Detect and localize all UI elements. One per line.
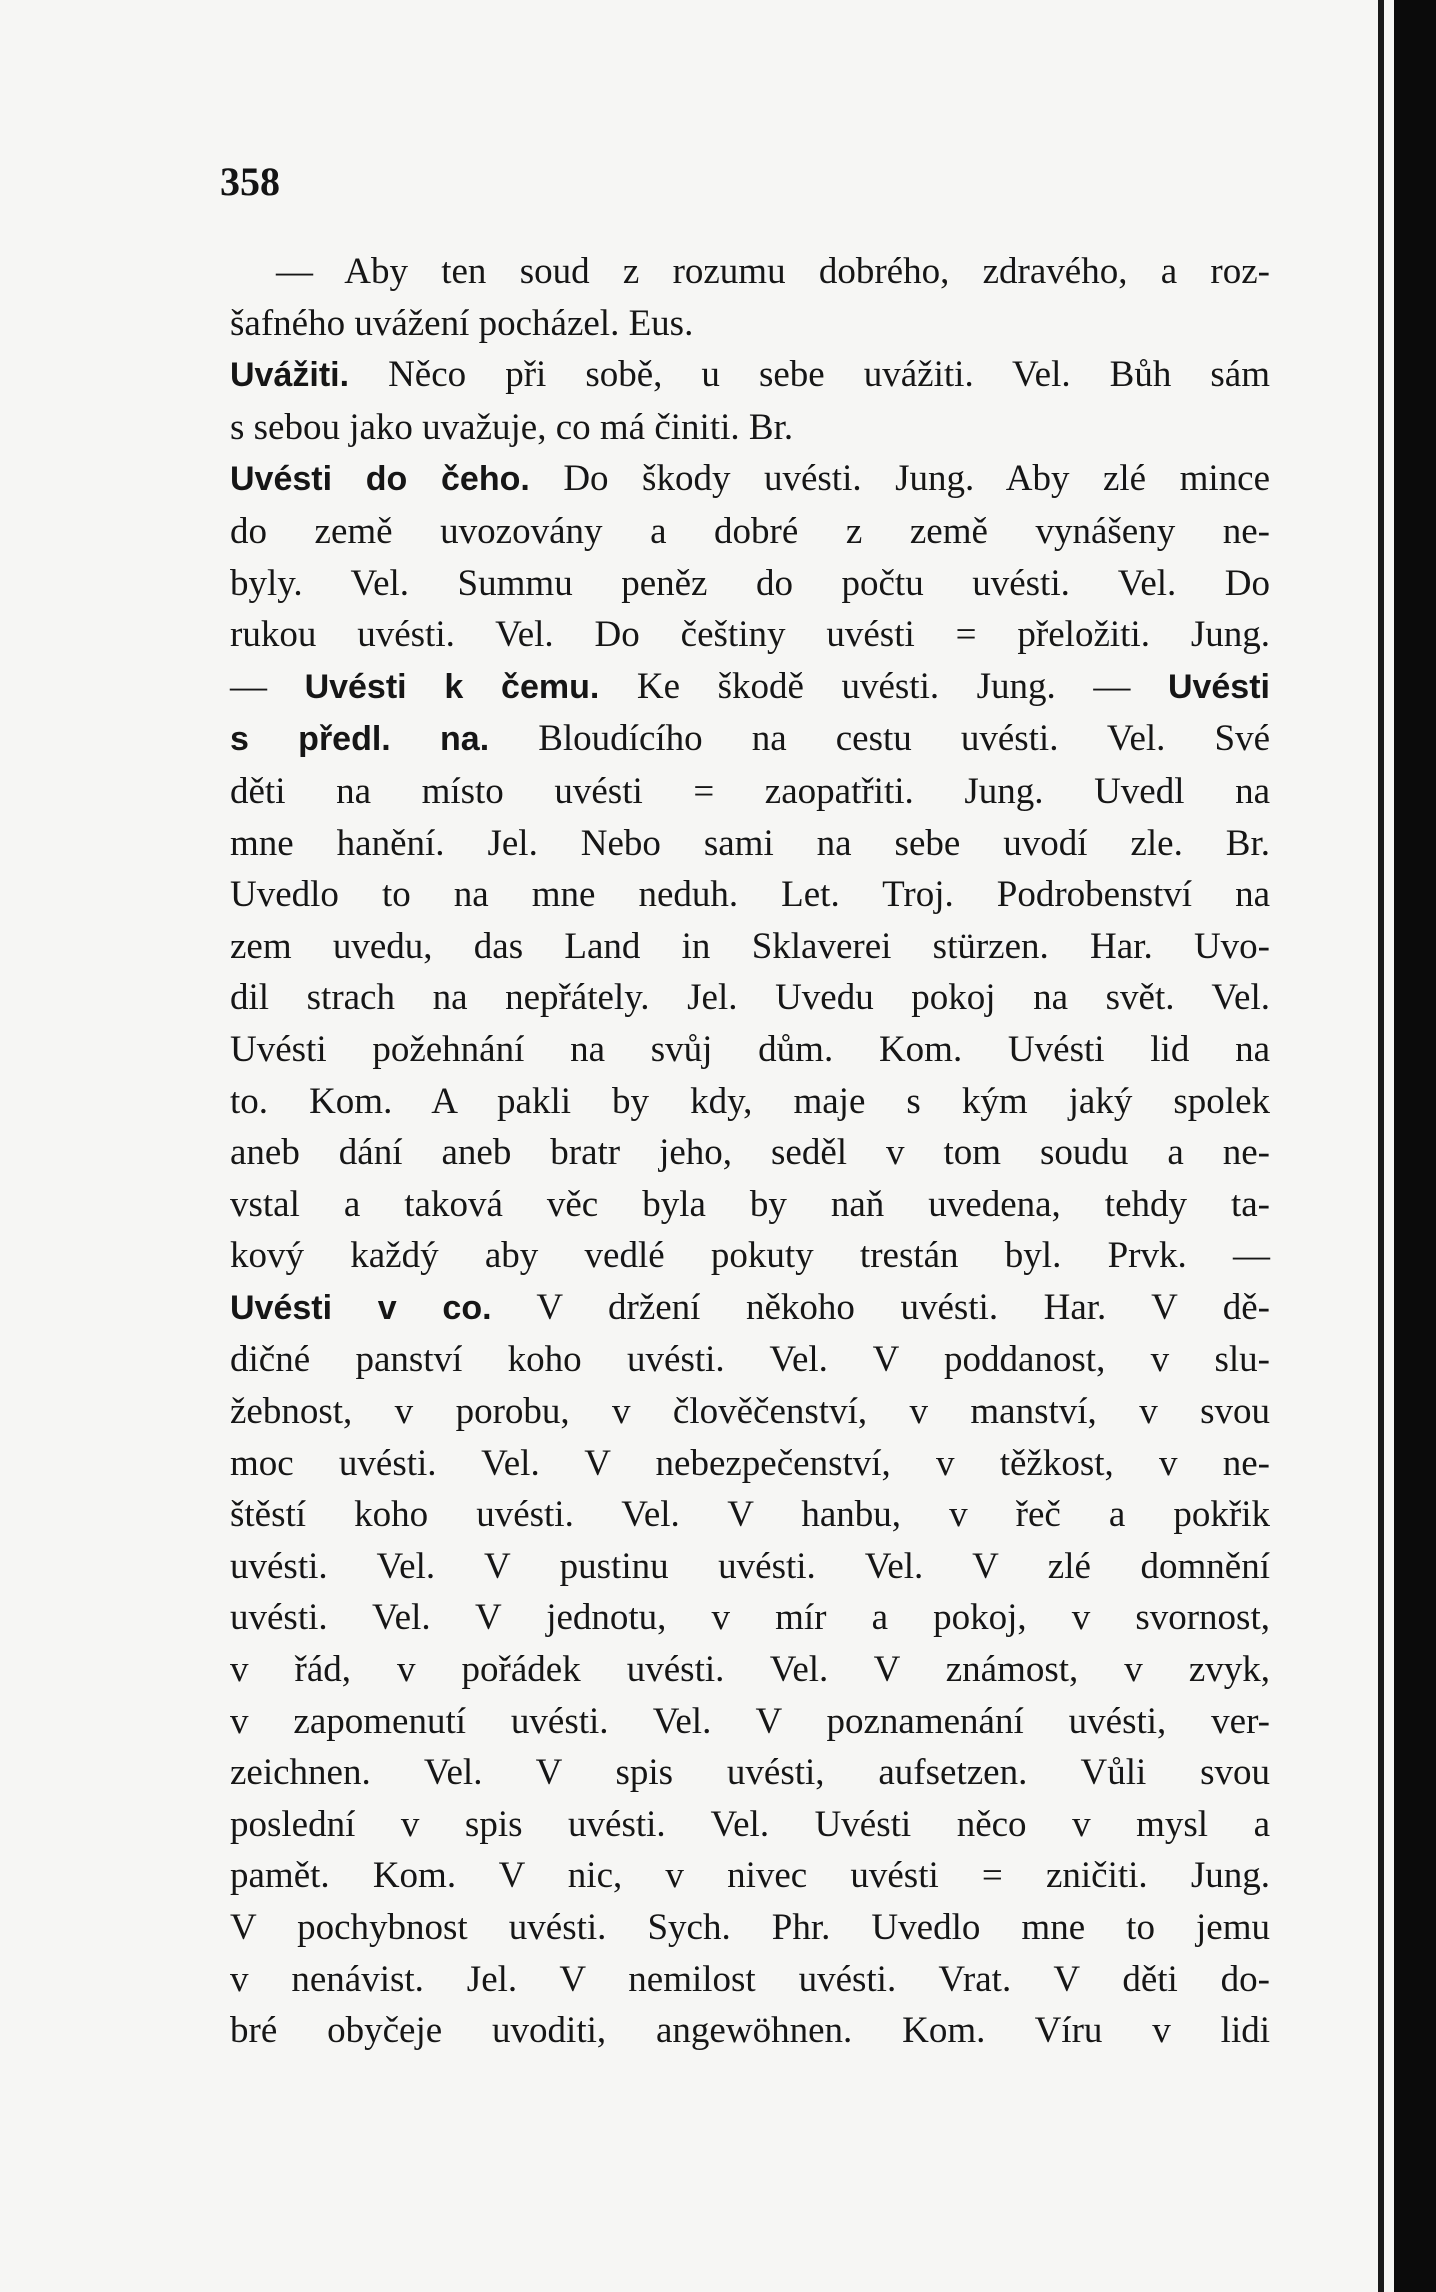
text-line	[230, 921, 1270, 973]
text-segment: mne hanění. Jel. Nebo sami na sebe uvodí zle. Br.	[230, 822, 1270, 864]
text-segment: uvésti. Vel. V pustinu uvésti. Vel. V zlé domnění	[230, 1545, 1270, 1587]
text-line	[230, 1489, 1270, 1541]
text-line	[230, 1127, 1270, 1179]
text-segment: s sebou jako uvažuje, co má činiti. Br.	[230, 406, 794, 448]
text-line	[230, 869, 1270, 921]
text-segment: dil strach na nepřátely. Jel. Uvedu pokoj na svět. Vel.	[230, 977, 1270, 1019]
text-segment: děti na místo uvésti = zaopatřiti. Jung. Uvedl na	[230, 770, 1270, 812]
text-line	[230, 1696, 1270, 1748]
text-segment: Do škody uvésti. Jung. Aby zlé mince	[529, 458, 1271, 500]
headword: s předl. na.	[230, 720, 490, 759]
text-line	[230, 1592, 1270, 1644]
text-segment: —	[230, 665, 305, 707]
headword: Uvésti do čeho.	[230, 460, 530, 499]
text-line	[230, 661, 1270, 714]
text-line	[230, 558, 1270, 610]
text-line	[230, 506, 1270, 558]
text-segment: Bloudícího na cestu uvésti. Vel. Své	[489, 718, 1270, 760]
text-segment: šafného uvážení pocházel. Eus.	[230, 302, 694, 344]
text-line	[230, 609, 1270, 661]
text-line	[230, 1438, 1270, 1490]
text-line	[230, 453, 1270, 506]
text-segment: V držení někoho uvésti. Har. V dě-	[491, 1286, 1270, 1328]
text-segment: v nenávist. Jel. V nemilost uvésti. Vrat. V děti do-	[230, 1958, 1270, 2000]
text-segment: rukou uvésti. Vel. Do češtiny uvésti = přeložiti. Jung.	[230, 614, 1270, 656]
text-line	[230, 766, 1270, 818]
page-number: 358	[220, 159, 280, 204]
headword: Uvésti k čemu.	[304, 667, 600, 706]
dictionary-entry-text	[230, 246, 1270, 2057]
text-segment: zem uvedu, das Land in Sklaverei stürzen. Har. Uvo-	[230, 925, 1270, 967]
text-segment: vstal a taková věc byla by naň uvedena, tehdy ta-	[230, 1183, 1270, 1225]
text-segment: bré obyčeje uvoditi, angewöhnen. Kom. Víru v lidi	[230, 2010, 1270, 2052]
text-segment: uvésti. Vel. V jednotu, v mír a pokoj, v svornost,	[230, 1597, 1270, 1639]
text-line	[230, 713, 1270, 766]
text-line	[230, 1386, 1270, 1438]
text-line	[230, 1644, 1270, 1696]
text-line	[230, 1747, 1270, 1799]
text-segment: v zapomenutí uvésti. Vel. V poznamenání uvésti, ver-	[230, 1700, 1270, 1742]
text-segment: do země uvozovány a dobré z země vynášeny ne-	[230, 510, 1270, 552]
text-line	[230, 1850, 1270, 1902]
headword: Uvésti	[1167, 667, 1270, 706]
headword: Uvážiti.	[230, 356, 350, 395]
scan-border	[1394, 0, 1436, 2292]
text-line	[230, 2005, 1270, 2057]
text-segment: byly. Vel. Summu peněz do počtu uvésti. Vel. Do	[230, 562, 1270, 604]
text-line	[230, 1334, 1270, 1386]
text-line	[230, 246, 1270, 298]
text-segment: zeichnen. Vel. V spis uvésti, aufsetzen. Vůli svou	[230, 1752, 1270, 1794]
text-line	[230, 1024, 1270, 1076]
text-line	[230, 1179, 1270, 1231]
text-segment: moc uvésti. Vel. V nebezpečenství, v těžkost, v ne-	[230, 1442, 1270, 1484]
text-segment: — Aby ten soud z rozumu dobrého, zdravého, a roz-	[276, 251, 1270, 292]
text-line	[230, 349, 1270, 402]
text-line	[230, 1799, 1270, 1851]
text-segment: žebnost, v porobu, v člověčenství, v manství, v svou	[230, 1391, 1270, 1433]
text-line	[230, 298, 1270, 350]
text-line	[230, 818, 1270, 870]
page-edge-line	[1378, 0, 1384, 2292]
text-line	[230, 1541, 1270, 1593]
text-segment: V pochybnost uvésti. Sych. Phr. Uvedlo mne to jemu	[230, 1907, 1270, 1948]
text-segment: dičné panství koho uvésti. Vel. V poddanost, v slu-	[230, 1339, 1270, 1381]
text-segment: Uvedlo to na mne neduh. Let. Troj. Podrobenství na	[230, 874, 1270, 916]
text-segment: štěstí koho uvésti. Vel. V hanbu, v řeč a pokřik	[230, 1494, 1270, 1536]
text-line	[230, 402, 1270, 454]
text-line	[230, 1282, 1270, 1335]
text-segment: Uvésti požehnání na svůj dům. Kom. Uvésti lid na	[230, 1028, 1270, 1070]
text-segment: kový každý aby vedlé pokuty trestán byl. Prvk. —	[230, 1235, 1270, 1277]
text-line	[230, 972, 1270, 1024]
text-line	[230, 1230, 1270, 1282]
text-segment: Ke škodě uvésti. Jung. —	[599, 665, 1168, 707]
text-segment: aneb dání aneb bratr jeho, seděl v tom soudu a ne-	[230, 1132, 1270, 1174]
text-segment: Něco při sobě, u sebe uvážiti. Vel. Bůh sám	[349, 354, 1270, 396]
text-line	[230, 1954, 1270, 2006]
text-segment: v řád, v pořádek uvésti. Vel. V známost, v zvyk,	[230, 1649, 1270, 1691]
text-segment: to. Kom. A pakli by kdy, maje s kým jaký spolek	[230, 1080, 1270, 1122]
headword: Uvésti v co.	[230, 1288, 492, 1327]
text-line	[230, 1902, 1270, 1954]
text-segment: poslední v spis uvésti. Vel. Uvésti něco v mysl a	[230, 1803, 1270, 1845]
text-segment: pamět. Kom. V nic, v nivec uvésti = zničiti. Jung.	[230, 1855, 1270, 1897]
text-line	[230, 1076, 1270, 1128]
